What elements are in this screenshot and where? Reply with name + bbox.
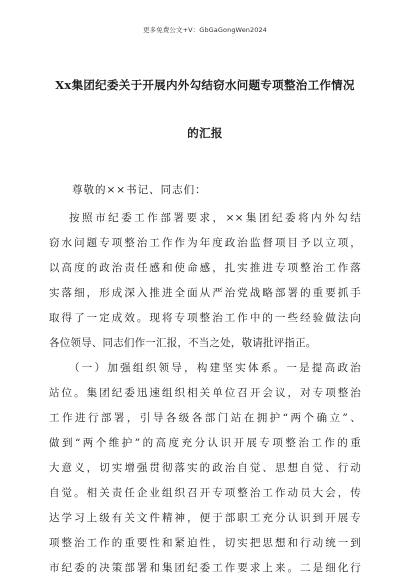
body-line: （一）加强组织领导，构建坚实体系。一是提高政治 [69,362,361,374]
document-title-line-1: Xx集团纪委关于开展内外勾结窃水问题专项整治工作情况 [55,78,355,92]
document-title-line-2: 的汇报 [187,126,223,140]
body-line: 项整治工作的重要性和紧迫性，切实把思想和行动统一到 [49,537,361,549]
salutation: 尊敬的××书记、同志们： [72,184,207,196]
header-watermark: 更多免费公文+V：GbGaGongWen2024 [143,26,267,34]
body-line: 各位领导、同志们作一汇报，不当之处，敬请批评指正。 [49,337,317,349]
body-line: 做到“两个维护”的高度充分认识开展专项整治工作的重 [49,437,361,449]
body-line: 工作进行部署，引导各级各部门站在拥护“两个确立”、 [49,412,361,424]
body-line: 实落细，形成深入推进全面从严治党战略部署的重要抓手 [49,287,361,299]
body-line: 以高度的政治责任感和使命感，扎实推进专项整治工作落 [49,262,361,274]
body-line: 按照市纪委工作部署要求，××集团纪委将内外勾结 [69,212,361,224]
body-line: 达学习上级有关文件精神，便于部职工充分认识到开展专 [49,512,361,524]
body-line: 大意义，切实增强贯彻落实的政治自觉、思想自觉、行动 [49,462,361,474]
body-line: 取得了一定成效。现将专项整治工作中的一些经验做法向 [49,312,361,324]
body-line: 市纪委的决策部署和集团纪委工作要求上来。二是细化行 [49,562,361,574]
body-line: 窃水问题专项整治工作作为年度政治监督项目予以立项， [49,237,361,249]
body-line: 自觉。相关责任企业组织召开专项整治工作动员大会，传 [49,487,361,499]
body-line: 站位。集团纪委迅速组织相关单位召开会议，对专项整治 [49,387,361,399]
